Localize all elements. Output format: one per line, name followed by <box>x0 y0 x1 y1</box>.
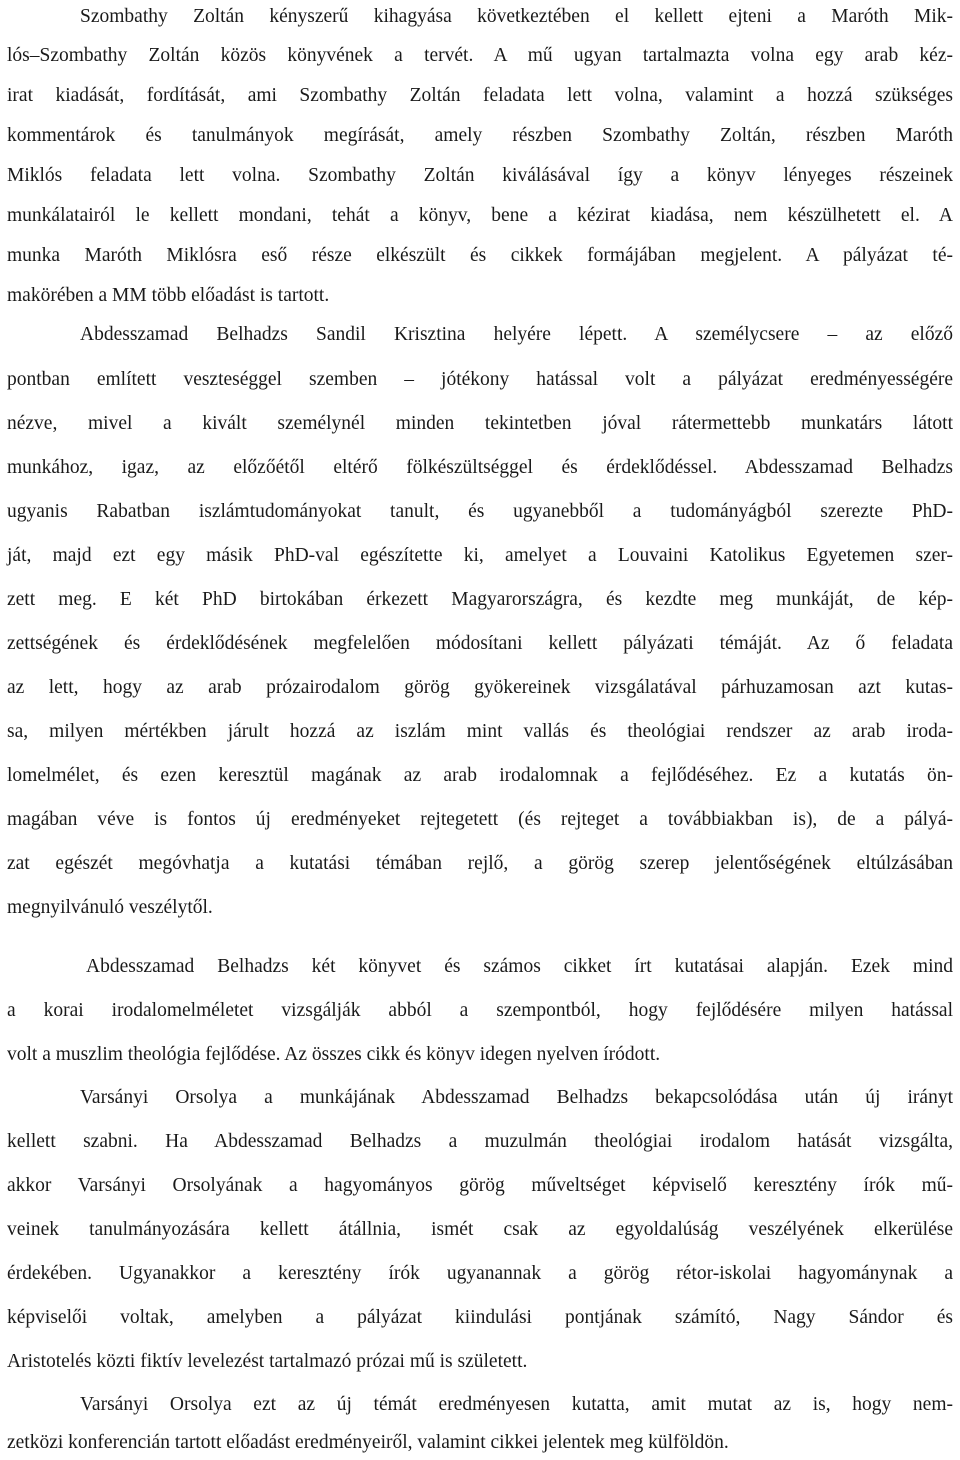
text-line: kellett szabni. Ha Abdesszamad Belhadzs a muzulmán theológiai irodalom hatását vizsgálta, <box>7 1131 953 1152</box>
text-line: makörében a MM több előadást is tartott. <box>7 285 330 306</box>
text-line: ját, majd ezt egy másik PhD-val egészítette ki, amelyet a Louvaini Katolikus Egyetemen szer- <box>7 545 953 566</box>
text-line: Varsányi Orsolya a munkájának Abdesszamad Belhadzs bekapcsolódása után új irányt <box>80 1087 953 1108</box>
text-line: Abdesszamad Belhadzs két könyvet és számos cikket írt kutatásai alapján. Ezek mind <box>86 956 953 977</box>
text-line: volt a muszlim theológia fejlődése. Az összes cikk és könyv idegen nyelven íródott. <box>7 1044 661 1065</box>
text-line: irat kiadását, fordítását, ami Szombathy Zoltán feladata lett volna, valamint a hozzá szükséges <box>7 85 953 106</box>
text-line: veinek tanulmányozására kellett átállnia, ismét csak az egyoldalúság veszélyének elkerülése <box>7 1219 953 1240</box>
text-line: Abdesszamad Belhadzs Sandil Krisztina helyére lépett. A személycsere – az előző <box>80 324 953 345</box>
text-line: zat egészét megóvhatja a kutatási témában rejlő, a görög szerep jelentőségének eltúlzásában <box>7 853 953 874</box>
text-line: megnyilvánuló veszélytől. <box>7 897 213 918</box>
text-line: zett meg. E két PhD birtokában érkezett Magyarországra, és kezdte meg munkáját, de kép- <box>7 589 953 610</box>
text-line: lós–Szombathy Zoltán közös könyvének a tervét. A mű ugyan tartalmazta volna egy arab kéz- <box>7 45 953 66</box>
text-line: érdekében. Ugyanakkor a keresztény írók ugyanannak a görög rétor-iskolai hagyománynak a <box>7 1263 953 1284</box>
text-line: munkálatairól le kellett mondani, tehát a könyv, bene a kézirat kiadása, nem készülhetett el. A <box>7 205 953 226</box>
text-line: nézve, mivel a kivált személynél minden tekintetben jóval rátermettebb munkatárs látott <box>7 413 953 434</box>
text-line: zettségének és érdeklődésének megfelelően módosítani kellett pályázati témáját. Az ő feladata <box>7 633 953 654</box>
text-line: a korai irodalomelméletet vizsgálják abból a szempontból, hogy fejlődésére milyen hatással <box>7 1000 953 1021</box>
text-line: pontban említett veszteséggel szemben – jótékony hatással volt a pályázat eredményességére <box>7 369 953 390</box>
text-line: Varsányi Orsolya ezt az új témát eredményesen kutatta, amit mutat az is, hogy nem- <box>80 1394 953 1415</box>
text-line: Szombathy Zoltán kényszerű kihagyása következtében el kellett ejteni a Maróth Mik- <box>80 6 953 27</box>
text-line: zetközi konferencián tartott előadást eredményeiről, valamint cikkei jelentek meg külföldön. <box>7 1432 729 1453</box>
text-line: sa, milyen mértékben járult hozzá az iszlám mint vallás és theológiai rendszer az arab iroda- <box>7 721 953 742</box>
text-line: magában véve is fontos új eredményeket rejtegetett (és rejteget a továbbiakban is), de a pályá- <box>7 809 953 830</box>
text-line: lomelmélet, és ezen keresztül magának az arab irodalomnak a fejlődéséhez. Ez a kutatás ön- <box>7 765 953 786</box>
text-line: akkor Varsányi Orsolyának a hagyományos görög műveltséget képviselő keresztény írók mű- <box>7 1175 953 1196</box>
text-line: munkához, igaz, az előzőétől eltérő fölkészültséggel és érdeklődéssel. Abdesszamad Belhadzs <box>7 457 953 478</box>
text-line: az lett, hogy az arab prózairodalom görög gyökereinek vizsgálatával párhuzamosan azt kutas- <box>7 677 953 698</box>
text-line: munka Maróth Miklósra eső része elkészült és cikkek formájában megjelent. A pályázat té- <box>7 245 953 266</box>
text-line: Aristotelés közti fiktív levelezést tartalmazó prózai mű is született. <box>7 1351 528 1372</box>
text-line: képviselői voltak, amelyben a pályázat kiindulási pontjának számító, Nagy Sándor és <box>7 1307 953 1328</box>
text-line: ugyanis Rabatban iszlámtudományokat tanult, és ugyanebből a tudományágból szerezte PhD- <box>7 501 953 522</box>
text-line: Miklós feladata lett volna. Szombathy Zoltán kiválásával így a könyv lényeges részeinek <box>7 165 953 186</box>
text-line: kommentárok és tanulmányok megírását, amely részben Szombathy Zoltán, részben Maróth <box>7 125 953 146</box>
